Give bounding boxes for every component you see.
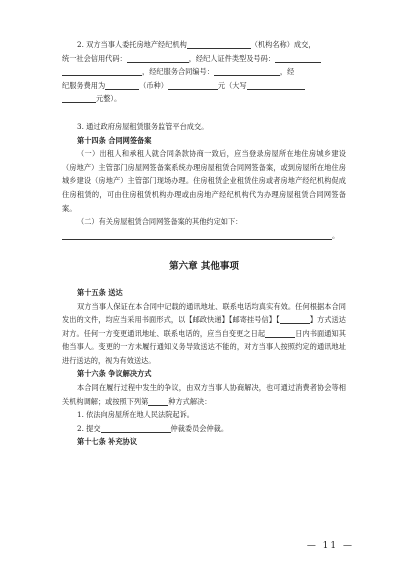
- fee-amount-blank[interactable]: [105, 80, 139, 90]
- currency-blank[interactable]: [168, 80, 218, 90]
- clause2-text: ，经: [279, 67, 295, 77]
- article16-option1: 1. 依法向房屋所在地人民法院起诉。: [77, 410, 194, 420]
- clause2-text: ，经纪人证件类型及号码：: [188, 53, 275, 63]
- clause2-line1: [62, 38, 346, 52]
- clause2-line2: [62, 52, 346, 66]
- article15-text: 双方当事人保证在本合同中记载的通讯地址、联系电话均真实有效。任何根据本合同发出的文件，均应当采用书面形式，以【邮政快递】【邮寄挂号信】【: [62, 301, 346, 325]
- arbitration-commission-blank[interactable]: [101, 423, 171, 433]
- period: 。: [332, 230, 340, 240]
- article16-text: 本合同在履行过程中发生的争议，由双方当事人协商解决，也可通过消费者协会等相关机构调解；或按照下列第: [62, 383, 346, 406]
- article14-other-line: [62, 229, 346, 243]
- clause2-line4: [62, 79, 346, 93]
- article16-text: 2. 提交: [77, 423, 101, 433]
- page-number: — 11 —: [306, 541, 354, 551]
- clause2-text: （机构名称）成交，: [250, 40, 316, 49]
- article15-para: [62, 300, 346, 368]
- article14-para2: （二）有关房屋租赁合同网签备案的其他约定如下：: [77, 217, 243, 227]
- article17-title: 第十七条 补充协议: [77, 437, 138, 447]
- article15-text: 】方式送达对方。任何一方变更通讯地址、联系电话的，应当自变更之日起: [62, 315, 346, 338]
- service-contract-no-blank[interactable]: [214, 66, 280, 76]
- agent-id-blank-cont[interactable]: [62, 66, 142, 76]
- credit-code-blank[interactable]: [127, 53, 189, 63]
- article16-para: [62, 381, 346, 408]
- article16-title: 第十六条 争议解决方式: [77, 369, 152, 379]
- clause2-line3: [62, 65, 346, 79]
- notice-days-blank[interactable]: [265, 328, 295, 338]
- clause2-text: 2. 双方当事人委托房地产经纪机构: [77, 40, 187, 49]
- agent-id-blank[interactable]: [275, 53, 321, 63]
- article16-text: 仲裁委员会仲裁。: [170, 423, 229, 433]
- clause2-text: 元（大写: [217, 80, 247, 90]
- article16-option2: [62, 422, 346, 436]
- fee-words-blank[interactable]: [247, 80, 305, 90]
- article14-para1: （一）出租人和承租人就合同条款协商一致后，应当登录房屋所在地住房城乡建设（房地产）主管部门房屋网签备案系统办理房屋租赁合同网签备案，或到房屋所在地住房城乡建设（房地产）主管部门现场办理。住房租赁企业租赁住房或者房地产经纪机构促成住房租赁的，可由住房租赁机构办理或由房地产经纪机构代为办理房屋租赁合同网签备案。: [62, 149, 346, 213]
- clause2-text: （币种）: [139, 80, 168, 90]
- chapter6-title: 第六章 其他事项: [169, 261, 239, 273]
- page-content: [62, 38, 346, 449]
- other-agreement-blank[interactable]: [62, 230, 332, 240]
- clause3: 3. 通过政府房屋租赁服务监管平台成交。: [77, 121, 209, 131]
- fee-words-blank-cont[interactable]: [62, 93, 96, 103]
- agency-name-blank[interactable]: [187, 39, 251, 49]
- article15-text: 日内书面通知其他当事人。变更的一方未履行通知义务导致送达不能的，对方当事人按照约定的通讯地址进行送达的，视为有效送达。: [62, 328, 346, 365]
- article16-text: 种方式解决：: [168, 396, 212, 406]
- clause2-text: 统一社会信用代码：: [62, 53, 127, 63]
- article15-title: 第十五条 送达: [77, 287, 123, 297]
- clause2-line5: [62, 92, 346, 106]
- clause2-text: 纪服务费用为: [62, 80, 106, 90]
- resolution-option-blank[interactable]: [148, 396, 168, 406]
- article14-title: 第十四条 合同网签备案: [77, 135, 152, 145]
- clause2-text: 元整）。: [96, 94, 122, 104]
- clause2-text: ，经纪服务合同编号：: [142, 67, 214, 77]
- delivery-method-blank[interactable]: [280, 314, 310, 324]
